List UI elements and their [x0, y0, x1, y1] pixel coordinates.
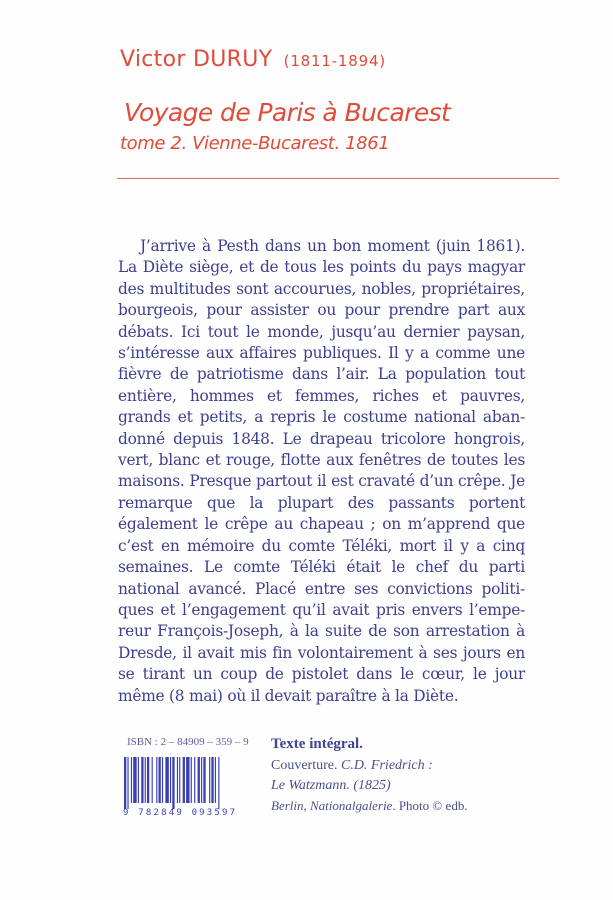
- barcode-bar: [165, 757, 168, 803]
- barcode-bar: [156, 757, 157, 803]
- excerpt-line: débats. Ici tout le monde, jusqu’au dernier paysan,: [118, 322, 525, 341]
- cover-credit-line-3: [271, 796, 468, 816]
- barcode-bar: [183, 757, 185, 803]
- barcode-bar: [218, 757, 219, 809]
- excerpt-line: ques et l’engagement qu’il avait pris envers l’empe-: [118, 600, 525, 619]
- excerpt-line: s’intéresse aux affaires publiques. Il y a comme une: [118, 344, 525, 363]
- museum-name: Berlin, Nationalgalerie: [271, 798, 393, 813]
- barcode-bar: [194, 757, 195, 803]
- excerpt-line: grands et petits, a repris le costume national aban-: [118, 408, 525, 427]
- barcode-bar: [133, 757, 136, 803]
- barcode-bar: [138, 757, 139, 803]
- excerpt-line: également le crêpe au chapeau ; on m’apprend que: [118, 515, 525, 534]
- barcode-bar: [209, 757, 210, 803]
- isbn-label: ISBN : 2 – 84909 – 359 – 9: [127, 736, 249, 748]
- barcode-bar: [215, 757, 216, 803]
- divider-rule: [117, 178, 559, 179]
- barcode-bar: [191, 757, 192, 803]
- barcode-bar: [211, 757, 213, 803]
- book-subtitle: tome 2. Vienne-Bucarest. 1861: [120, 133, 390, 154]
- barcode-bar: [152, 757, 153, 803]
- excerpt-line: entière, hommes et femmes, riches et pauvres,: [118, 386, 525, 405]
- excerpt-line: La Diète siège, et de tous les points du pays magyar: [118, 258, 525, 277]
- barcode-bar: [170, 757, 171, 803]
- excerpt-line: des multitudes sont accourues, nobles, propriétaires,: [118, 279, 525, 298]
- book-title: Voyage de Paris à Bucarest: [124, 98, 451, 127]
- barcode-digits: 9 782849 093597: [123, 808, 238, 818]
- barcode-bar: [162, 757, 163, 803]
- excerpt-line: donné depuis 1848. Le drapeau tricolore hongrois,: [118, 429, 525, 448]
- barcode-bar: [203, 757, 205, 803]
- excerpt-line: national avancé. Placé entre ses convictions politi-: [118, 579, 525, 598]
- barcode-bar: [172, 757, 174, 809]
- excerpt-line: reur François-Joseph, à la suite de son arrestation à: [118, 622, 525, 641]
- excerpt-line: c’est en mémoire du comte Téléki, mort il y a cinq: [118, 536, 525, 555]
- excerpt-line: bourgeois, pour assister ou pour prendre part aux: [118, 301, 525, 320]
- barcode-bar: [179, 757, 180, 803]
- barcode-bar: [127, 757, 128, 809]
- barcode-bar: [131, 757, 132, 803]
- excerpt-line: fièvre de patriotisme dans l’air. La population tout: [118, 365, 525, 384]
- painter-name: C.D. Friedrich :: [340, 758, 433, 773]
- excerpt-line: Dresde, il avait mis fin volontairement à ses jours en: [118, 643, 525, 662]
- credits-block: [271, 736, 468, 816]
- excerpt-line: remarque que la plupart des passants portent: [118, 493, 525, 512]
- author-dates: (1811-1894): [283, 52, 386, 70]
- barcode-bar: [201, 757, 202, 803]
- excerpt-line: maisons. Presque partout il est cravaté d’un crêpe. Je: [118, 472, 525, 491]
- author-heading: [120, 47, 386, 72]
- excerpt-line: se tirant un coup de pistolet dans le cœur, le jour: [118, 665, 525, 684]
- barcode-bar: [147, 757, 149, 803]
- full-text-label: Texte intégral.: [271, 736, 363, 752]
- barcode-bar: [124, 757, 126, 809]
- barcode-bar: [177, 757, 178, 803]
- barcode-bar: [198, 757, 200, 803]
- photo-credit: . Photo © edb.: [392, 798, 468, 813]
- barcode-bar: [159, 757, 161, 803]
- excerpt-text: [118, 236, 525, 707]
- barcode: [124, 757, 252, 809]
- barcode-bar: [141, 757, 143, 803]
- author-name: Victor DURUY: [120, 47, 273, 72]
- excerpt-line: J’arrive à Pesth dans un bon moment (juin 1861).: [140, 237, 525, 255]
- excerpt-line: même (8 mai) où il devait paraître à la Diète.: [118, 686, 459, 705]
- barcode-bar: [186, 757, 189, 803]
- cover-credit-line-2: [271, 776, 468, 796]
- painting-title: Le Watzmann. (1825): [271, 778, 391, 793]
- barcode-bar: [145, 757, 146, 803]
- cover-credit-line-1: [271, 756, 468, 776]
- excerpt-line: semaines. Le comte Téléki était le chef du parti: [118, 558, 525, 577]
- excerpt-line: vert, blanc et rouge, flotte aux fenêtres de toutes les: [118, 451, 525, 470]
- cover-credit-prefix: Couverture.: [271, 758, 341, 773]
